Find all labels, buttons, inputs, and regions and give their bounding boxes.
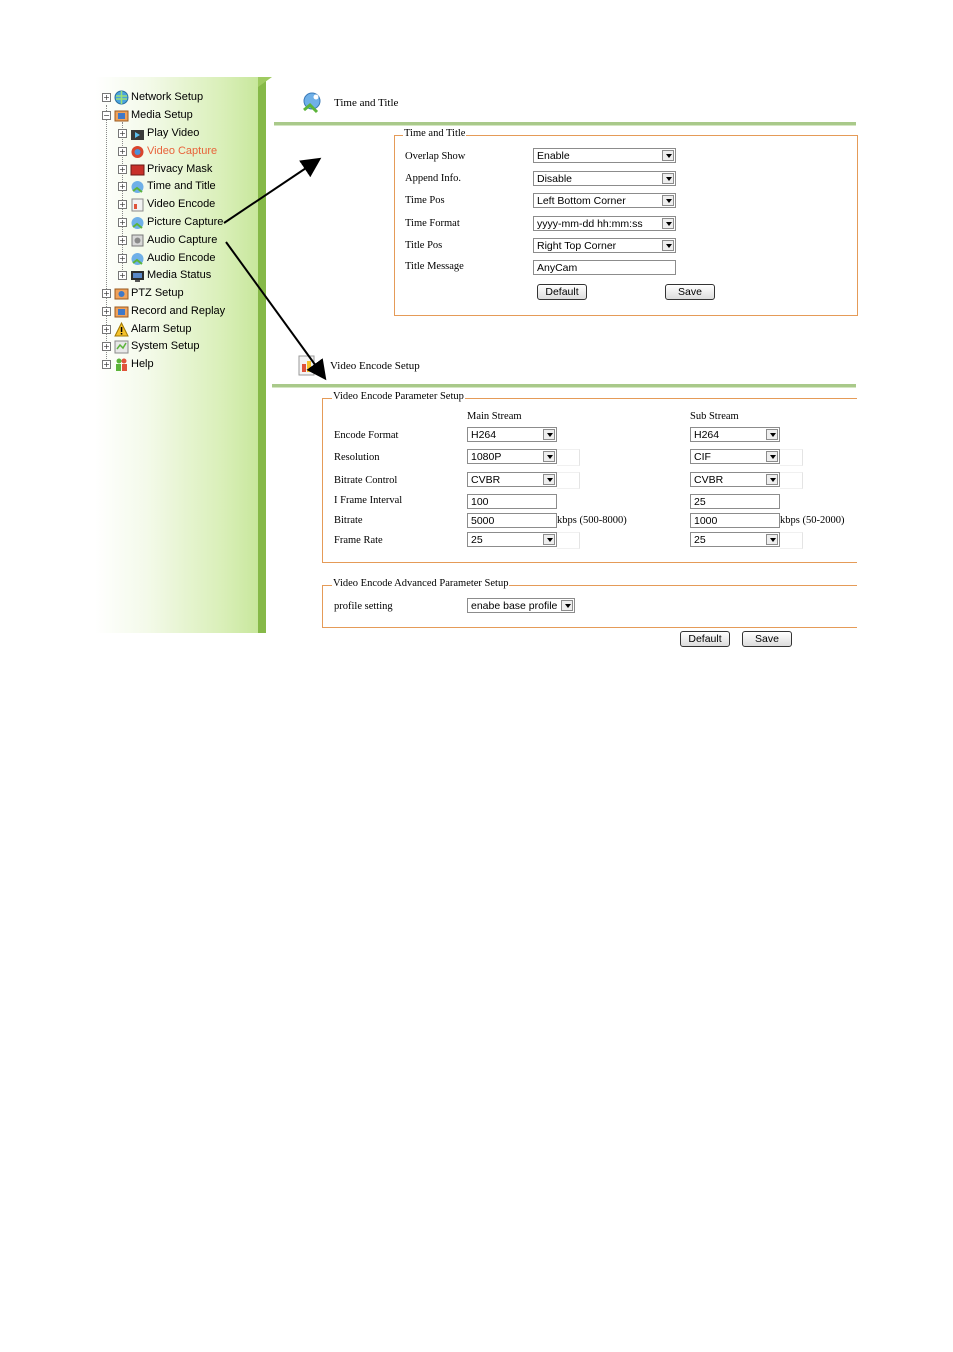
sidebar-item-label: Video Capture bbox=[147, 145, 218, 157]
select-value: 25 bbox=[471, 534, 483, 546]
select-value: CVBR bbox=[471, 474, 501, 486]
select-value: 25 bbox=[694, 534, 706, 546]
select-value: 1080P bbox=[471, 451, 502, 463]
sidebar-item-label: Privacy Mask bbox=[147, 163, 213, 175]
sidebar-item-label: Record and Replay bbox=[131, 305, 226, 317]
frame-rate-label: Frame Rate bbox=[334, 535, 383, 546]
sidebar-item-label: Picture Capture bbox=[147, 216, 224, 228]
overlap-show-label: Overlap Show bbox=[405, 151, 466, 162]
video-encode-default-button[interactable]: Default bbox=[680, 631, 730, 647]
sidebar-item-label: System Setup bbox=[131, 340, 200, 352]
expand-toggle[interactable]: + bbox=[119, 128, 126, 138]
expand-toggle[interactable]: + bbox=[119, 199, 126, 209]
collapse-toggle[interactable]: − bbox=[103, 110, 110, 120]
main-stream-header: Main Stream bbox=[467, 411, 522, 422]
encode-format-label: Encode Format bbox=[334, 430, 399, 441]
select-value: yyyy-mm-dd hh:mm:ss bbox=[537, 218, 643, 230]
time-pos-label: Time Pos bbox=[405, 195, 445, 206]
sidebar-item-label: Audio Capture bbox=[147, 234, 218, 246]
expand-toggle[interactable]: + bbox=[119, 164, 126, 174]
time-title-save-button[interactable]: Save bbox=[665, 284, 715, 300]
expand-toggle[interactable]: + bbox=[103, 306, 110, 316]
sub-iframe-interval-input[interactable]: 25 bbox=[690, 494, 780, 509]
sidebar-item-label: PTZ Setup bbox=[131, 287, 184, 299]
title-pos-label: Title Pos bbox=[405, 240, 443, 251]
iframe-interval-label: I Frame Interval bbox=[334, 495, 403, 506]
select-value: H264 bbox=[471, 429, 497, 441]
append-info-label: Append Info. bbox=[405, 173, 461, 184]
arrow-to-time-title bbox=[224, 160, 318, 223]
expand-toggle[interactable]: + bbox=[103, 359, 110, 369]
video-encode-advanced-legend: Video Encode Advanced Parameter Setup bbox=[333, 578, 509, 589]
expand-toggle[interactable]: + bbox=[119, 253, 126, 263]
sidebar-item-label: Play Video bbox=[147, 127, 200, 139]
select-value: Disable bbox=[537, 173, 573, 185]
time-title-legend: Time and Title bbox=[404, 128, 466, 139]
sub-bitrate-range: kbps (50-2000) bbox=[780, 515, 845, 526]
expand-toggle[interactable]: + bbox=[103, 288, 110, 298]
video-encode-heading-text: Video Encode Setup bbox=[330, 360, 420, 372]
expand-toggle[interactable]: + bbox=[119, 146, 126, 156]
sidebar-item-label: Alarm Setup bbox=[131, 323, 192, 335]
expand-toggle[interactable]: + bbox=[103, 324, 110, 334]
arrow-to-video-encode bbox=[226, 242, 324, 377]
main-iframe-interval-input[interactable]: 100 bbox=[467, 494, 557, 509]
select-value: Right Top Corner bbox=[537, 240, 617, 252]
video-encode-param-legend: Video Encode Parameter Setup bbox=[333, 391, 464, 402]
sidebar-item-label: Network Setup bbox=[131, 91, 204, 103]
time-format-label: Time Format bbox=[405, 218, 460, 229]
select-value: Left Bottom Corner bbox=[537, 195, 626, 207]
select-value: enabe base profile bbox=[471, 600, 558, 612]
select-value: Enable bbox=[537, 150, 570, 162]
select-value: CIF bbox=[694, 451, 711, 463]
expand-toggle[interactable]: + bbox=[103, 92, 110, 102]
sidebar-item-label: Media Status bbox=[147, 269, 212, 281]
select-value: CVBR bbox=[694, 474, 724, 486]
expand-toggle[interactable]: + bbox=[119, 235, 126, 245]
sidebar-item-label: Video Encode bbox=[147, 198, 216, 210]
resolution-label: Resolution bbox=[334, 452, 380, 463]
expand-toggle[interactable]: + bbox=[119, 217, 126, 227]
expand-toggle[interactable]: + bbox=[119, 270, 126, 280]
video-encode-save-button[interactable]: Save bbox=[742, 631, 792, 647]
profile-setting-label: profile setting bbox=[334, 601, 393, 612]
sub-bitrate-input[interactable]: 1000 bbox=[690, 513, 780, 528]
expand-toggle[interactable]: + bbox=[119, 181, 126, 191]
time-title-default-button[interactable]: Default bbox=[537, 284, 587, 300]
select-value: H264 bbox=[694, 429, 720, 441]
bitrate-label: Bitrate bbox=[334, 515, 363, 526]
expand-toggle[interactable]: + bbox=[103, 341, 110, 351]
title-message-label: Title Message bbox=[405, 261, 464, 272]
title-message-input[interactable]: AnyCam bbox=[533, 260, 676, 275]
sidebar-item-label: Help bbox=[131, 358, 154, 370]
bitrate-control-label: Bitrate Control bbox=[334, 475, 398, 486]
main-bitrate-input[interactable]: 5000 bbox=[467, 513, 557, 528]
time-title-heading-text: Time and Title bbox=[334, 97, 399, 109]
sidebar-item-label: Time and Title bbox=[147, 180, 216, 192]
main-bitrate-range: kbps (500-8000) bbox=[557, 515, 627, 526]
sub-stream-header: Sub Stream bbox=[690, 411, 739, 422]
sidebar-item-label: Audio Encode bbox=[147, 252, 216, 264]
sidebar-item-label: Media Setup bbox=[131, 109, 193, 121]
